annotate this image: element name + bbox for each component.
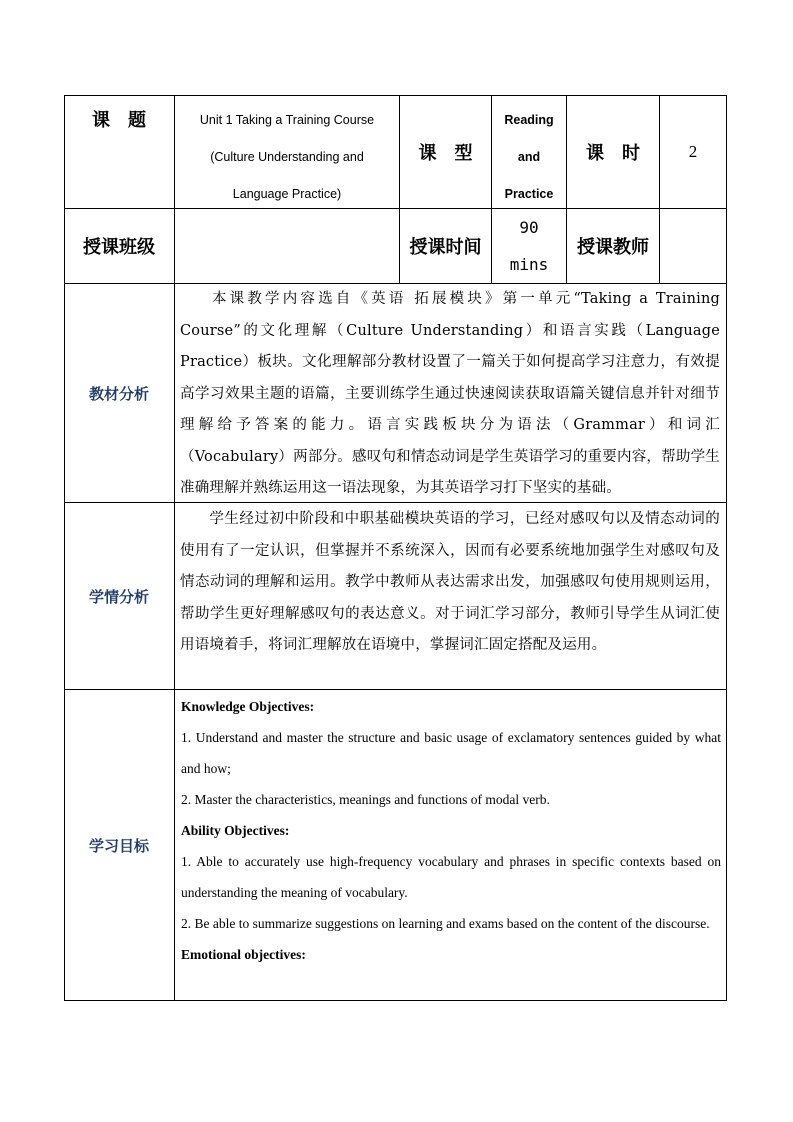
ability-objective-1: 1. Able to accurately use high-frequency vocabulary and phrases in specific contexts based on understanding the meaning of vocabulary. bbox=[181, 854, 721, 900]
ability-objective-2: 2. Be able to summarize suggestions on learning and exams based on the content of the discourse. bbox=[181, 916, 710, 931]
teacher-value bbox=[660, 209, 726, 283]
student-analysis-label: 学情分析 bbox=[88, 587, 149, 606]
teacher-label: 授课教师 bbox=[577, 237, 649, 258]
ability-objectives-heading: Ability Objectives: bbox=[181, 823, 290, 838]
hours-value: 2 bbox=[688, 142, 698, 161]
type-value-line-2: and bbox=[517, 150, 541, 164]
topic-value-line-2: (Culture Understanding and bbox=[210, 150, 364, 164]
topic-value-line-1: Unit 1 Taking a Training Course bbox=[199, 113, 375, 127]
topic-value-line-3: Language Practice) bbox=[232, 187, 342, 201]
emotional-objectives-heading: Emotional objectives: bbox=[181, 947, 306, 962]
type-value-line-1: Reading bbox=[504, 113, 554, 127]
time-value-number: 90 bbox=[519, 218, 539, 237]
textbook-analysis-body: 本课教学内容选自《英语 拓展模块》第一单元“Taking a Training Course”的文化理解（Culture Understanding）和语言实践（Language Practice）板块。文化理解部分教材设置了一篇关于如何提高学习注意力，有效提高学习效果主题的语篇，主要训练学生通过快速阅读获取语篇关键信息并针对细节理解给予答案的能力。语言实践板块分为语法（Grammar）和词汇（Vocabulary）两部分。感叹句和情态动词是学生英语学习的重要内容，帮助学生准确理解并熟练运用这一语法现象，为其英语学习打下坚实的基础。 bbox=[180, 291, 720, 496]
time-label: 授课时间 bbox=[409, 237, 482, 258]
time-value-unit: mins bbox=[509, 255, 549, 274]
knowledge-objective-1: 1. Understand and master the structure and basic usage of exclamatory sentences guided by what and how; bbox=[181, 730, 721, 776]
knowledge-objectives-heading: Knowledge Objectives: bbox=[181, 699, 315, 714]
textbook-analysis-text bbox=[180, 284, 720, 505]
knowledge-objective-2: 2. Master the characteristics, meanings and functions of modal verb. bbox=[181, 792, 550, 807]
type-label: 课 型 bbox=[418, 143, 473, 164]
type-value-line-3: Practice bbox=[504, 187, 554, 201]
textbook-analysis-label: 教材分析 bbox=[88, 384, 149, 403]
time-value bbox=[492, 209, 566, 283]
student-analysis-text bbox=[180, 504, 720, 662]
objectives-content bbox=[181, 691, 721, 970]
topic-value bbox=[175, 102, 399, 213]
student-analysis-body: 学生经过初中阶段和中职基础模块英语的学习，已经对感叹句以及情态动词的使用有了一定认识，但掌握并不系统深入，因而有必要系统地加强学生对感叹句及情态动词的理解和运用。教学中教师从表达需求出发，加强感叹句使用规则运用，帮助学生更好理解感叹句的表达意义。对于词汇学习部分，教师引导学生从词汇使用语境着手，将词汇理解放在语境中，掌握词汇固定搭配及运用。 bbox=[180, 511, 720, 653]
type-value bbox=[492, 102, 566, 213]
class-value bbox=[175, 209, 399, 283]
class-label: 授课班级 bbox=[83, 237, 155, 258]
objectives-label: 学习目标 bbox=[88, 836, 149, 855]
topic-label: 课 题 bbox=[92, 109, 146, 131]
table-border-bottom bbox=[64, 1000, 727, 1001]
hours-label: 课 时 bbox=[586, 143, 640, 164]
table-border-right bbox=[726, 95, 727, 1001]
